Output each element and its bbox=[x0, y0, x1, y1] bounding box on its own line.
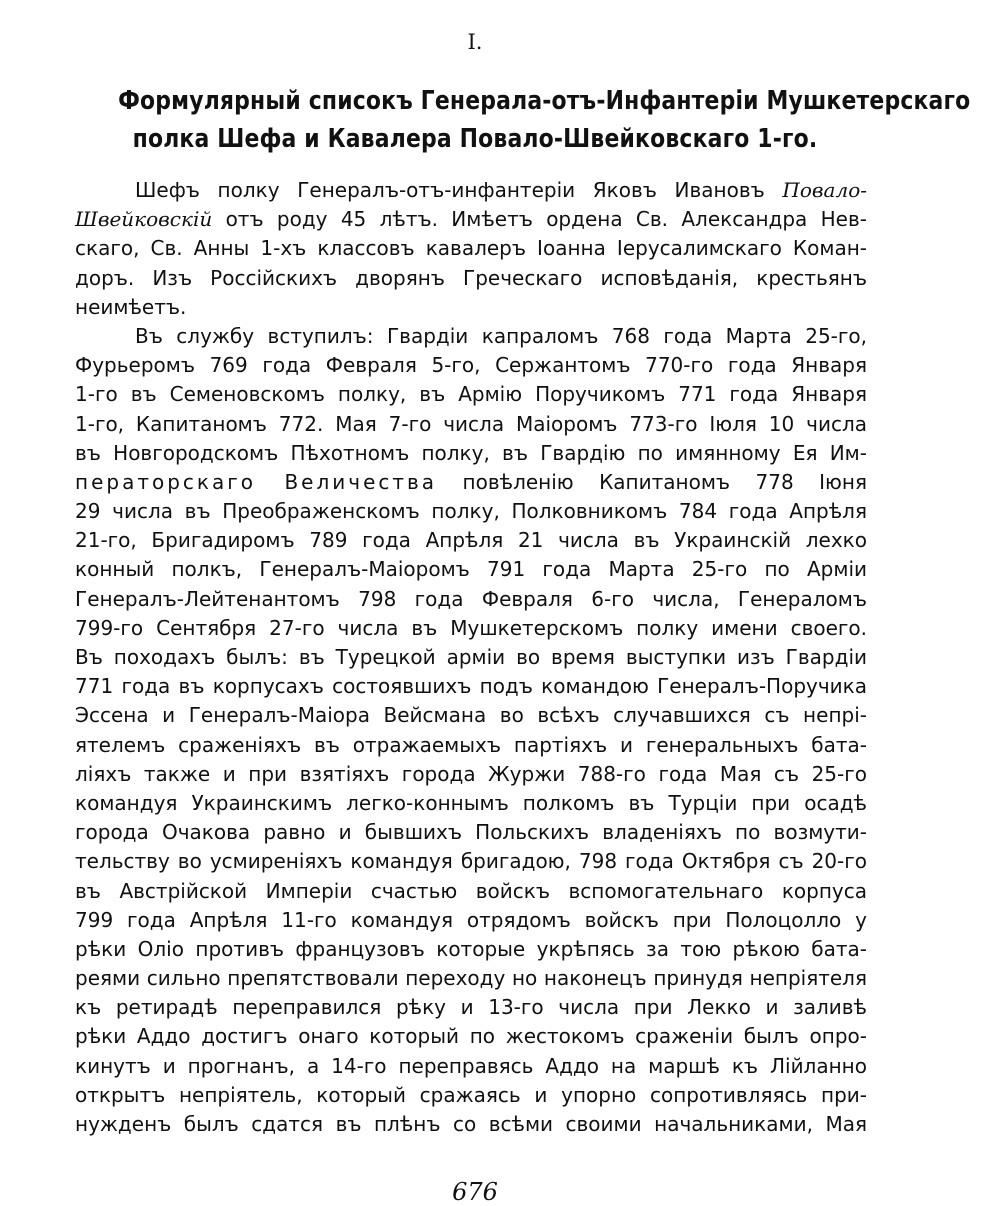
text-line: Генералъ-Лейтенантомъ 798 года Февраля 6-го числа, Генераломъ bbox=[75, 586, 867, 611]
text-line bbox=[75, 205, 867, 234]
spaced-title: ператорскаго Величества bbox=[75, 469, 438, 494]
text-line: 771 года въ корпусахъ состоявшихъ подъ командою Генералъ-Поручика bbox=[75, 674, 867, 699]
text-line: 1-го въ Семеновскомъ полку, въ Армію Поручикомъ 771 года Января bbox=[75, 382, 867, 407]
title-line: полка Шефа и Кавалера Повало-Швейковскаго 1-го. bbox=[132, 124, 818, 154]
text-line: неимѣетъ. bbox=[75, 294, 187, 319]
text-line: Въ походахъ былъ: въ Турецкой арміи во время выступки изъ Гвардіи bbox=[75, 645, 867, 669]
text-line: Въ службу вступилъ: Гвардіи капраломъ 768 года Марта 25-го, bbox=[135, 323, 867, 348]
text-line: 21-го, Бригадиромъ 789 года Апрѣля 21 числа въ Украинскій лехко bbox=[75, 528, 867, 553]
text-line: 1-го, Капитаномъ 772. Мая 7-го числа Маіоромъ 773-го Іюля 10 числа bbox=[75, 411, 867, 436]
body-text bbox=[75, 176, 867, 1139]
text-fragment: отъ роду 45 лѣтъ. Имѣетъ ордена Св. Александра Нев- bbox=[225, 207, 867, 232]
document-title bbox=[118, 82, 971, 158]
text-line: 29 числа въ Преображенскомъ полку, Полковникомъ 784 года Апрѣля bbox=[75, 499, 867, 524]
text-line: открытъ непріятель, который сражаясь и упорно сопротивляясь при- bbox=[75, 1082, 867, 1107]
text-line: нужденъ былъ сдатся въ плѣнъ со всѣми своими начальниками, Мая bbox=[75, 1112, 867, 1136]
text-line bbox=[75, 468, 867, 497]
text-line: тельству во усмиреніяхъ командуя бригадою, 798 года Октября съ 20-го bbox=[75, 849, 867, 874]
text-fragment: Шефъ полку Генералъ-отъ-инфантеріи Яковъ Ивановъ bbox=[135, 178, 765, 202]
text-line: рѣки Аддо достигъ онаго который по жестокомъ сраженіи былъ опро- bbox=[75, 1024, 867, 1049]
text-line: въ Новгородскомъ Пѣхотномъ полку, въ Гвардію по имянному Ея Им- bbox=[75, 440, 867, 465]
text-line: Фурьеромъ 769 года Февраля 5-го, Сержантомъ 770-го года Января bbox=[75, 353, 867, 378]
surname-italic: Швейковскій bbox=[75, 207, 213, 232]
text-line: города Очакова равно и бывшихъ Польскихъ владеніяхъ по возмути- bbox=[75, 820, 867, 845]
text-line: командуя Украинскимъ легко-коннымъ полкомъ въ Турціи при осадѣ bbox=[75, 790, 867, 815]
text-line: реями сильно препятствовали переходу но наконецъ принудя непріятеля bbox=[75, 966, 867, 991]
text-line: конный полкъ, Генералъ-Маіоромъ 791 года Марта 25-го по Арміи bbox=[75, 557, 867, 582]
text-line: кинутъ и прогнанъ, а 14-го переправясь Аддо на маршѣ къ Лійланно bbox=[75, 1053, 867, 1078]
text-fragment: повѣленію Капитаномъ 778 Іюня bbox=[462, 469, 868, 494]
text-line: 799 года Апрѣля 11-го командуя отрядомъ войскъ при Полоцолло у bbox=[75, 907, 867, 932]
text-line: скаго, Св. Анны 1-хъ классовъ кавалеръ Іоанна Іерусалимскаго Коман- bbox=[75, 236, 867, 261]
text-line: къ ретирадѣ переправился рѣку и 13-го числа при Лекко и заливѣ bbox=[75, 995, 867, 1020]
section-number: I. bbox=[467, 30, 483, 54]
text-line bbox=[75, 176, 867, 205]
text-line: Эссена и Генералъ-Маіора Вейсмана во всѣхъ случавшихся съ непрі- bbox=[75, 703, 867, 728]
surname-italic: Повало- bbox=[782, 178, 867, 202]
text-line: въ Австрійской Имперіи счастью войскъ вспомогательнаго корпуса bbox=[75, 878, 867, 903]
text-line: 799-го Сентября 27-го числа въ Мушкетерскомъ полку имени своего. bbox=[75, 615, 867, 640]
text-line: рѣки Оліо противъ французовъ которые укрѣпясь за тою рѣкою бата- bbox=[75, 936, 867, 961]
text-line: доръ. Изъ Россійскихъ дворянъ Греческаго исповѣданія, крестьянъ bbox=[75, 265, 867, 290]
text-line: ятелемъ сраженіяхъ въ отражаемыхъ партіяхъ и генеральныхъ бата- bbox=[75, 732, 867, 757]
page-number: 676 bbox=[452, 1178, 498, 1206]
text-line: ліяхъ также и при взятіяхъ города Журжи 788-го года Мая съ 25-го bbox=[75, 761, 867, 786]
title-line: Формулярный списокъ Генерала-отъ-Инфантеріи Мушкетерскаго bbox=[118, 86, 971, 116]
